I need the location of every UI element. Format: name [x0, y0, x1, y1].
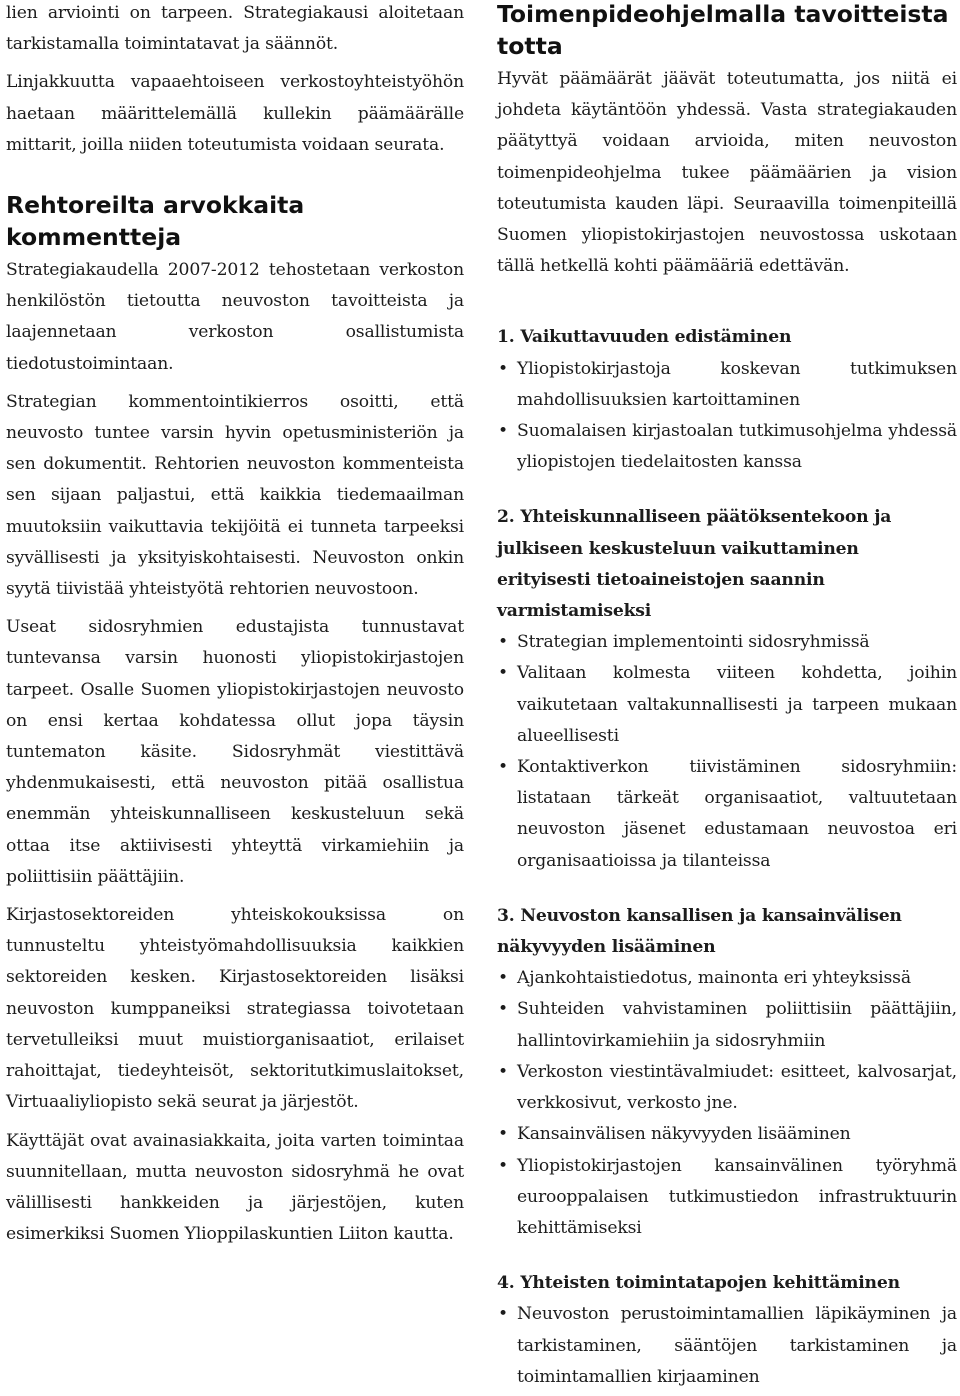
bullet-icon: • [498, 757, 508, 778]
body-paragraph: Hyvät päämäärät jäävät toteutumatta, jos niitä ei johdeta käytäntöön yhdessä. Vasta strategiakauden päätyttyä voidaan arvioida, miten neuvoston toimenpideohjelma tukee päämäärien ja vision toteutumista kauden läpi. Seuraavilla toimenpiteillä Suomen yliopistokirjastojen neuvostossa uskotaan tällä hetkellä kohti päämääriä edettävän. [497, 69, 957, 277]
bullet-icon: • [498, 663, 508, 684]
bullet-icon: • [498, 421, 508, 442]
list-item-text: Kansainvälisen näkyvyyden lisääminen [517, 1124, 851, 1145]
list-item-text: Ajankohtaistiedotus, mainonta eri yhteyksissä [517, 968, 911, 989]
list-item [497, 1119, 957, 1150]
bullet-list [497, 1299, 957, 1393]
list-item [497, 1057, 957, 1119]
bullet-icon: • [498, 999, 508, 1020]
action-section [497, 901, 957, 1244]
action-section [497, 1268, 957, 1393]
right-column [497, 0, 957, 1393]
action-section-title: 3. Neuvoston kansallisen ja kansainvälisen näkyvyyden lisääminen [497, 905, 902, 958]
bullet-icon: • [498, 968, 508, 989]
section-heading: Rehtoreilta arvokkaita kommentteja [6, 191, 305, 252]
bullet-list [497, 354, 957, 479]
action-section [497, 322, 957, 478]
body-paragraph: Kirjastosektoreiden yhteiskokouksissa on tunnusteltu yhteistyömahdollisuuksia kaikkien sektoreiden kesken. Kirjastosektoreiden lisäksi neuvoston kumppaneiksi strategiassa toivotetaan tervetulleiksi muut muistiorganisaatiot, erilaiset rahoittajat, tiedeyhteisöt, sektoritutkimuslaitokset, Virtuaaliyliopisto sekä seurat ja järjestöt. [6, 905, 464, 1113]
list-item-text: Yliopistokirjastoja koskevan tutkimuksen mahdollisuuksien kartoittaminen [517, 358, 957, 410]
list-item [497, 416, 957, 478]
action-section [497, 502, 957, 876]
bullet-icon: • [498, 1061, 508, 1082]
section-heading: Toimenpideohjelmalla tavoitteista totta [497, 0, 949, 60]
list-item-text: Kontaktiverkon tiivistäminen sidosryhmiin: listataan tärkeät organisaatiot, valtuutetaan neuvoston jäsenet edustamaan neuvostoa eri organisaatioissa ja tilanteissa [517, 757, 957, 871]
list-item [497, 994, 957, 1056]
bullet-icon: • [498, 1155, 508, 1176]
list-item [497, 963, 957, 994]
list-item-text: Yliopistokirjastojen kansainvälinen työryhmä eurooppalaisen tutkimustiedon infrastruktuurin kehittämiseksi [517, 1155, 957, 1238]
list-item-text: Suomalaisen kirjastoalan tutkimusohjelma yhdessä yliopistojen tiedelaitosten kanssa [517, 421, 957, 473]
list-item-text: Suhteiden vahvistaminen poliittisiin päättäjiin, hallintovirkamiehiin ja sidosryhmiin [517, 999, 957, 1051]
intro-paragraph: Linjakkuutta vapaaehtoiseen verkostoyhteistyöhön haetaan määrittelemällä kullekin päämäärälle mittarit, joilla niiden toteutumista voidaan seurata. [6, 72, 464, 155]
bullet-icon: • [498, 1124, 508, 1145]
intro-paragraph: lien arviointi on tarpeen. Strategiakausi aloitetaan tarkistamalla toimintatavat ja säännöt. [6, 3, 464, 55]
list-item-text: Neuvoston perustoimintamallien läpikäyminen ja tarkistaminen, sääntöjen tarkistaminen ja toimintamallien kirjaaminen [517, 1304, 957, 1387]
list-item [497, 354, 957, 416]
list-item [497, 658, 957, 752]
body-paragraph: Käyttäjät ovat avainasiakkaita, joita varten toimintaa suunnitellaan, mutta neuvoston sidosryhmä he ovat välillisesti hankkeiden ja järjestöjen, kuten esimerkiksi Suomen Ylioppilaskuntien Liiton kautta. [6, 1130, 464, 1245]
left-column [6, 0, 464, 1257]
body-paragraph: Strategiakaudella 2007-2012 tehostetaan verkoston henkilöstön tietoutta neuvoston tavoitteista ja laajennetaan verkoston osallistumista tiedotustoimintaan. [6, 260, 464, 374]
list-item-text: Valitaan kolmesta viiteen kohdetta, joihin vaikutetaan valtakunnallisesti ja tarpeen mukaan alueellisesti [517, 663, 957, 746]
bullet-list [497, 627, 957, 877]
list-item [497, 752, 957, 877]
action-section-title: 2. Yhteiskunnalliseen päätöksentekoon ja julkiseen keskusteluun vaikuttaminen erityisesti tietoaineistojen saannin varmistamiseksi [497, 507, 892, 622]
list-item [497, 1151, 957, 1245]
bullet-icon: • [498, 1304, 508, 1325]
bullet-icon: • [498, 358, 508, 379]
action-section-title: 4. Yhteisten toimintatapojen kehittäminen [497, 1273, 900, 1294]
bullet-icon: • [498, 632, 508, 653]
list-item [497, 627, 957, 658]
body-paragraph: Useat sidosryhmien edustajista tunnustavat tuntevansa varsin huonosti yliopistokirjastojen tarpeet. Osalle Suomen yliopistokirjastojen neuvosto on ensi kertaa kohdatessa ollut jopa täysin tuntematon käsite. Sidosryhmät viestittävä yhdenmukaisesti, että neuvoston pitää osallistua enemmän yhteiskunnalliseen keskusteluun sekä ottaa itse aktiivisesti yhteyttä virkamiehiin ja poliittisiin päättäjiin. [6, 617, 464, 887]
body-paragraph: Strategian kommentointikierros osoitti, että neuvosto tuntee varsin hyvin opetusministeriön ja sen dokumentit. Rehtorien neuvoston kommenteista sen sijaan paljastui, että kaikkia tiedemaailman muutoksiin vaikuttavia tekijöitä ei tunneta tarpeeksi syvällisesti ja yksityiskohtaisesti. Neuvoston onkin syytä tiivistää yhteistyötä rehtorien neuvostoon. [6, 391, 464, 600]
action-section-title: 1. Vaikuttavuuden edistäminen [497, 327, 792, 348]
list-item [497, 1299, 957, 1393]
list-item-text: Verkoston viestintävalmiudet: esitteet, kalvosarjat, verkkosivut, verkosto jne. [517, 1061, 957, 1114]
list-item-text: Strategian implementointi sidosryhmissä [517, 632, 870, 653]
bullet-list [497, 963, 957, 1244]
